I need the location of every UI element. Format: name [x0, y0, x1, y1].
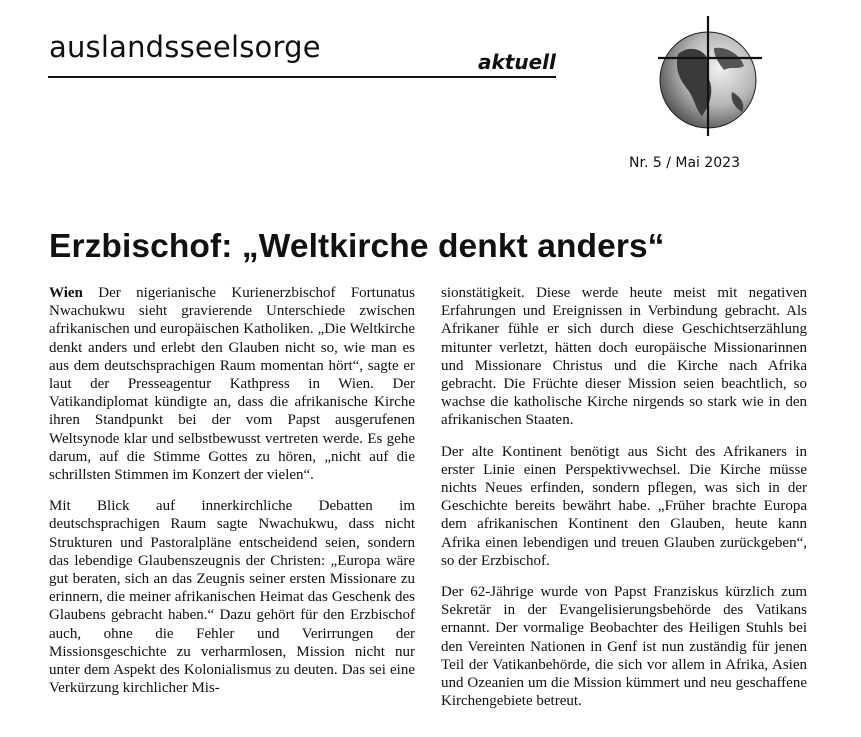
paragraph: Der 62-Jährige wurde von Papst Franziskus kürzlich zum Sekretär in der Evangelisierungsbehörde des Vatikans ernannt. Der vormalige Beobachter des Heiligen Stuhls bei den Vereinten Nationen in Genf ist nun zuständig für jenen Teil der Vatikanbehörde, die sich vor allem in Afrika, Asien und Ozeanien um die Mission kümmert und neu geschaffene Kirchengebiete betreut.: [441, 584, 807, 710]
article-column-left: [49, 284, 415, 710]
globe-cross-icon: [648, 12, 766, 138]
article-headline: Erzbischof: „Weltkirche denkt anders“: [49, 228, 665, 265]
dateline: Wien: [49, 285, 83, 301]
paragraph-text: Der nigerianische Kurienerzbischof Fortunatus Nwachukwu sieht gravierende Unterschiede zwischen afrikanischen und europäischen Katholiken. „Die Weltkirche denkt anders und erlebt den Glauben nicht so, wie man es aus dem deutschsprachigen Raum momentan hört“, sagte er laut der Presseagentur Kathpress in Wien. Der Vatikandiplomat kündigte an, dass die afrikanische Kirche ihren Standpunkt bei der vom Papst ausgerufenen Weltsynode klar und selbstbewusst vertreten werde. Es gehe darum, auf die Stimme Gottes zu hören, „nicht auf die schrillsten Stimmen im Konzert der vielen“.: [49, 285, 415, 484]
paragraph: Mit Blick auf innerkirchliche Debatten im deutschsprachigen Raum sagte Nwachukwu, dass nicht Strukturen und Pastoralpläne entscheidend seien, sondern das lebendige Glaubenszeugnis der Christen: „Europa wäre gut beraten, sich an das Zeugnis seiner ersten Missionare zu erinnern, die meiner afrikanischen Heimat das Geschenk des Glaubens gebracht haben.“ Dazu gehört für den Erzbischof auch, ohne die Fehler und Verirrungen der Missionsgeschichte zu verharmlosen, Mission nicht nur unter dem Aspekt des Kolonialismus zu deuten. Das sei eine Verkürzung kirchlicher Mis-: [49, 498, 415, 697]
paragraph: [49, 284, 415, 484]
masthead-rule: [48, 76, 556, 78]
issue-number: Nr. 5 / Mai 2023: [629, 155, 740, 171]
paragraph: sionstätigkeit. Diese werde heute meist mit negativen Erfahrungen und Ereignissen in Verbindung gebracht. Als Afrikaner fühle er sich durch diese Geschichtserzählung mitunter verletzt, hätten doch europäische Missionarinnen und Missionare Christus und die Kirche nach Afrika gebracht. Die Früchte dieser Mission seien beachtlich, so wachse die katholische Kirche nirgends so stark wie in den afrikanischen Staaten.: [441, 285, 807, 429]
masthead-tag: aktuell: [478, 50, 556, 74]
masthead-title: auslandsseelsorge: [49, 30, 321, 64]
paragraph: Der alte Kontinent benötigt aus Sicht des Afrikaners in erster Linie einen Perspektivwechsel. Die Kirche müsse nichts Neues erfinden, sondern pflegen, was sich in der Geschichte bereits bewährt habe. „Früher brachte Europa dem afrikanischen Kontinent den Glauben, heute kann Afrika einen lebendigen und treuen Glauben zurückgeben“, so der Erzbischof.: [441, 443, 807, 569]
article-column-right: [441, 284, 807, 723]
